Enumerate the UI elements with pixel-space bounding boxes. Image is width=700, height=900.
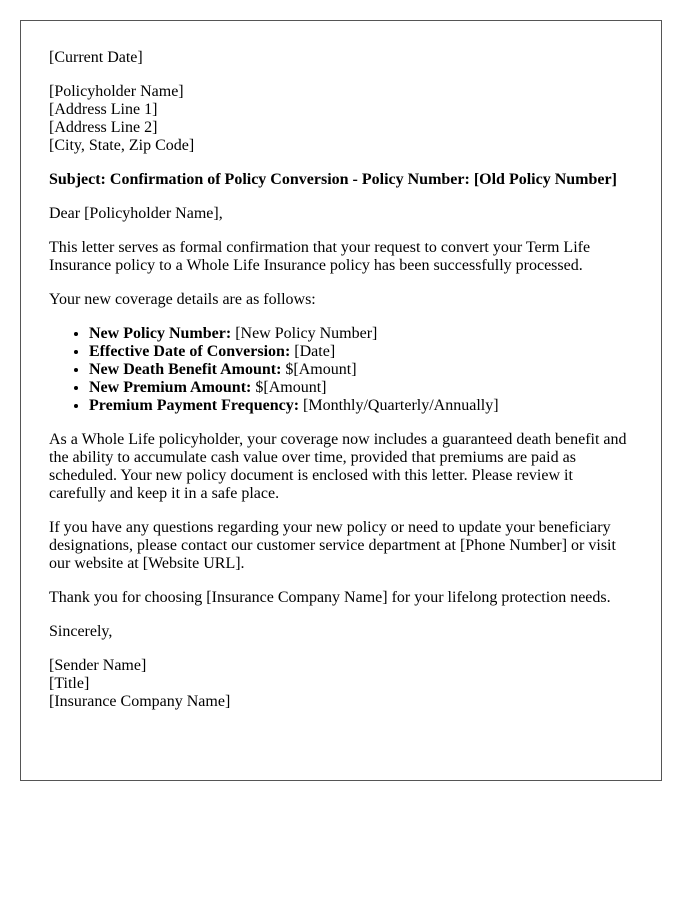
recipient-city-state-zip: [City, State, Zip Code]: [49, 137, 195, 154]
detail-label: New Policy Number:: [89, 325, 232, 342]
sender-signature-block: [49, 657, 633, 711]
sender-name: [Sender Name]: [49, 657, 147, 674]
recipient-address-line-2: [Address Line 2]: [49, 119, 158, 136]
letter-subject: Subject: Confirmation of Policy Conversion - Policy Number: [Old Policy Number]: [49, 171, 617, 188]
detail-value: $[Amount]: [251, 379, 327, 396]
detail-item-new-policy-number: [89, 325, 633, 343]
detail-label: New Death Benefit Amount:: [89, 361, 282, 378]
letter-date: [Current Date]: [49, 49, 143, 66]
letter-page: [20, 20, 662, 781]
detail-item-effective-date: [89, 343, 633, 361]
sender-company: [Insurance Company Name]: [49, 693, 231, 710]
whole-life-paragraph: As a Whole Life policyholder, your coverage now includes a guaranteed death benefit and the ability to accumulate cash value over time, provided that premiums are paid as scheduled. Your new policy document is enclosed with this letter. Please review it carefully and keep it in a safe place.: [49, 431, 627, 502]
detail-value: [Date]: [290, 343, 336, 360]
recipient-address: [49, 83, 633, 155]
sender-title: [Title]: [49, 675, 90, 692]
recipient-name: [Policyholder Name]: [49, 83, 184, 100]
letter-salutation: Dear [Policyholder Name],: [49, 205, 223, 222]
detail-value: [New Policy Number]: [231, 325, 378, 342]
detail-label: Effective Date of Conversion:: [89, 343, 291, 360]
detail-item-death-benefit: [89, 361, 633, 379]
detail-label: Premium Payment Frequency:: [89, 397, 300, 414]
letter-closing: Sincerely,: [49, 623, 113, 640]
details-intro: Your new coverage details are as follows:: [49, 291, 316, 308]
contact-paragraph: If you have any questions regarding your new policy or need to update your beneficiary designations, please contact our customer service department at [Phone Number] or visit our website at [Website URL].: [49, 519, 616, 572]
detail-value: $[Amount]: [281, 361, 357, 378]
recipient-address-line-1: [Address Line 1]: [49, 101, 158, 118]
detail-label: New Premium Amount:: [89, 379, 252, 396]
intro-paragraph: This letter serves as formal confirmation that your request to convert your Term Life Insurance policy to a Whole Life Insurance policy has been successfully processed.: [49, 239, 591, 274]
coverage-details-list: [49, 325, 633, 415]
detail-value: [Monthly/Quarterly/Annually]: [299, 397, 499, 414]
detail-item-premium-amount: [89, 379, 633, 397]
detail-item-payment-frequency: [89, 397, 633, 415]
thanks-paragraph: Thank you for choosing [Insurance Company Name] for your lifelong protection needs.: [49, 589, 611, 606]
